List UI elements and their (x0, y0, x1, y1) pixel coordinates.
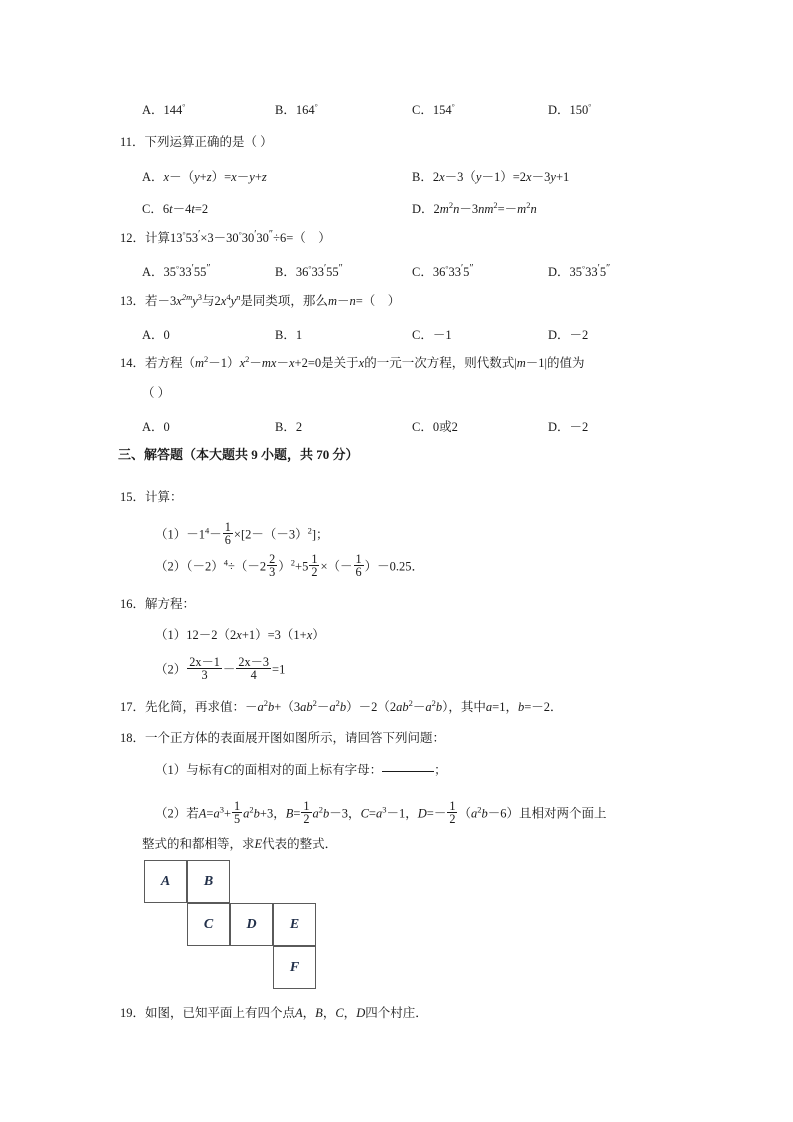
q14-option-d[interactable]: D．－2 (548, 420, 589, 434)
q11-option-b[interactable]: B．2x－3（y－1）=2x－3y+1 (412, 170, 570, 184)
degree-symbol: ° (314, 101, 318, 111)
cube-net-cell-c: C (187, 903, 230, 946)
cube-net-cell-d: D (230, 903, 273, 946)
q18-part-1: （1）与标有C的面相对的面上标有字母： ； (155, 763, 447, 777)
fraction-one-half: $\frac{1}{2}$ (311, 552, 318, 580)
q12-option-c[interactable]: C．36°33′5″ (412, 262, 474, 279)
fraction-2x-minus-3-over-4: $\frac{2x-3}{4}$ (238, 655, 270, 683)
q12-option-b[interactable]: B．36°33′55″ (275, 262, 343, 279)
cube-net-cell-a: A (144, 860, 187, 903)
answer-blank[interactable] (382, 771, 434, 772)
q13-option-a[interactable]: A．0 (142, 328, 170, 342)
fraction-one-half-b: $\frac{1}{2}$ (303, 799, 310, 827)
fraction-two-thirds: $\frac{2}{3}$ (269, 552, 276, 580)
q14-option-b[interactable]: B．2 (275, 420, 303, 434)
q12-option-a[interactable]: A．35°33′55″ (142, 262, 211, 279)
q18-part-2-line2: 整式的和都相等，求E代表的整式． (142, 837, 338, 851)
q10-option-c[interactable]: C．154° (412, 101, 455, 117)
q12-option-d[interactable]: D．35°33′5″ (548, 262, 611, 279)
cube-net-cell-f: F (273, 946, 316, 989)
q19-stem: 19．如图，已知平面上有四个点A，B，C，D四个村庄． (120, 1006, 428, 1020)
q16-part-2: （2） $\frac{2x-1}{3}$ － $\frac{2x-3}{4}$ =1 (155, 655, 286, 683)
q18-part-2-line1: （2）若$A=a^3+$ $\frac{1}{5}$ $a^2b+3$，B= $\frac{1}{2}$ $a^2b-3$，$C=a^3-1$，D=－ $\frac{1}{2}$ $(a^2b-6)$且相对两个面上 (155, 799, 607, 827)
q11-stem: 11．下列运算正确的是（ ） (120, 135, 273, 149)
q17-stem: 17．先化简，再求值：$-a^2b+(3ab^2-a^2b)-2(2ab^2-a^2b)$，其中a=1，b=－2． (120, 697, 563, 714)
degree-symbol: ° (588, 101, 592, 111)
q10-option-b[interactable]: B．164° (275, 101, 318, 117)
q18-stem: 18．一个正方体的表面展开图如图所示，请回答下列问题： (120, 731, 446, 745)
q15-part-1: $(1)-1^4-$ $\frac{1}{6}$ $\times[2-(-3)^2]$； (155, 520, 329, 548)
q14-stem-line1: 14．若方程$(m^2-1)x^2-mx-x+2=0$是关于x的一元一次方程，则代数式|m－1|的值为 (120, 353, 585, 370)
q16-part-1: （1）12－2（2x+1）=3（1+x） (155, 628, 325, 642)
q13-option-d[interactable]: D．－2 (548, 328, 589, 342)
q13-stem: 13．若$-3x^{2m}y^3$与$2x^4y^n$是同类项，那么m－n=（ ） (120, 291, 401, 308)
q13-option-c[interactable]: C．－1 (412, 328, 452, 342)
q14-option-a[interactable]: A．0 (142, 420, 170, 434)
q16-stem: 16．解方程： (120, 597, 196, 611)
q11-option-c[interactable]: C．6t－4t=2 (142, 202, 209, 216)
q12-stem: 12．计算13°53′×3－30°30′30″÷6=（ ） (120, 228, 331, 245)
fraction-one-half-c: $\frac{1}{2}$ (449, 799, 456, 827)
section-3-heading: 三、解答题（本大题共 9 小题，共 70 分） (118, 447, 359, 462)
q15-stem: 15．计算： (120, 490, 183, 504)
cube-net-cell-b: B (187, 860, 230, 903)
fraction-2x-minus-1-over-3: $\frac{2x-1}{3}$ (189, 655, 220, 683)
cube-net-cell-e: E (273, 903, 316, 946)
q14-option-c[interactable]: C．0或2 (412, 420, 458, 434)
q10-option-d[interactable]: D．150° (548, 101, 592, 117)
degree-symbol: ° (182, 101, 186, 111)
q11-option-d[interactable]: D．$2m^2n-3nm^2=-m^2n$ (412, 199, 537, 216)
fraction-one-sixth: $\frac{1}{6}$ (224, 520, 231, 548)
q11-option-a[interactable]: A．x－（y+z）=x－y+z (142, 170, 267, 184)
q15-part-2: $(2)(-2)^4\div(-2$ $\frac{2}{3}$ ）$^2$+5 $\frac{1}{2}$ ×（－ $\frac{1}{6}$ ）－0.25． (155, 552, 425, 580)
fraction-one-sixth-b: $\frac{1}{6}$ (355, 552, 362, 580)
q10-option-a[interactable]: A．144° (142, 101, 186, 117)
q14-stem-line2: （ ） (142, 386, 171, 400)
cube-net-diagram (144, 860, 344, 1000)
q13-option-b[interactable]: B．1 (275, 328, 303, 342)
degree-symbol: ° (451, 101, 455, 111)
fraction-one-fifth: $\frac{1}{5}$ (234, 799, 241, 827)
